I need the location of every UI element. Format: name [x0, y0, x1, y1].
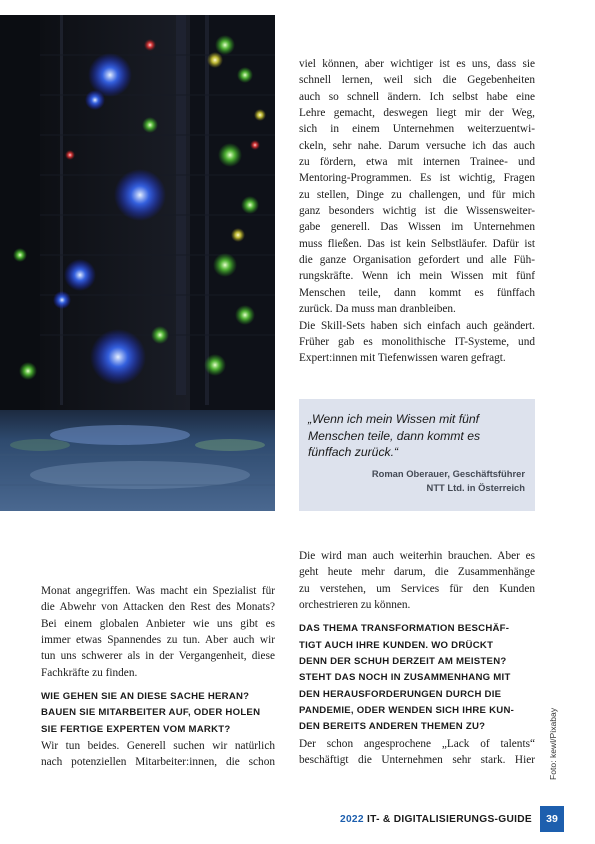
- page-footer: [340, 814, 532, 825]
- footer-guide-title: IT- & DIGITALISIERUNGS-GUIDE: [363, 814, 532, 825]
- text-line: tun uns schwerer als in der Vergangenheit, diese: [41, 650, 275, 663]
- text-line: Monat angegriffen. Was macht ein Spezialist für: [41, 585, 275, 597]
- photo-credit: Foto: kewl/Pixabay: [548, 707, 558, 780]
- text-line: Menschen teile, dann kommt es: [308, 428, 481, 443]
- text-line: DEN BEREITS ANDEREN THEMEN ZU?: [299, 721, 486, 733]
- text-line: „Wenn ich mein Wissen mit fünf: [308, 412, 480, 426]
- text-line: DEN HERAUSFORDERUNGEN DURCH DIE: [299, 688, 502, 700]
- text-line: geht heute mehr darum, die Zusammenhänge: [299, 566, 535, 579]
- text-line: auch so schnell ändern. Ich selbst habe eine: [299, 90, 535, 103]
- pull-quote-box: [299, 399, 535, 511]
- text-line: schnell lernen, weil sich die Gegebenheiten: [299, 74, 535, 87]
- text-line: zu verstehen, um Services für den Kunden: [299, 582, 535, 595]
- text-line: muss fließen. Das ist kein Selbstläufer. Dafür ist: [299, 237, 535, 250]
- text-line: Menschen teile, dann kommt es fünffach: [299, 286, 535, 299]
- text-line: TIGT AUCH IHRE KUNDEN. WO DRÜCKT: [299, 639, 494, 651]
- text-line: zu fördern, etwa mit internen Trainee- und: [299, 156, 535, 169]
- body-paragraph: [41, 738, 275, 771]
- server-rack-photo: [0, 15, 275, 511]
- text-line: ckeln, sehr nahe. Darum versuche ich das auch: [299, 139, 535, 152]
- pull-quote-author: [308, 467, 525, 496]
- text-line: zu stellen, Dinge zu challengen, und für mich: [299, 188, 535, 201]
- text-line: ganz besonders wichtig ist die Wissensweiter-: [299, 205, 535, 218]
- right-column-bottom-text: [299, 548, 535, 768]
- text-line: Die Skill-Sets haben sich einfach auch geändert.: [299, 319, 535, 332]
- text-line: NTT Ltd. in Österreich: [426, 482, 525, 494]
- text-line: die ganze Organisation gefordert und alle Füh-: [299, 254, 535, 267]
- body-paragraph: [299, 548, 535, 613]
- text-line: Früher gab es monolithische IT-Systeme, und: [299, 335, 535, 348]
- text-line: Der schon angesprochene „Lack of talents“: [299, 737, 535, 750]
- text-line: viel können, aber wichtiger ist es uns, dass sie: [299, 58, 535, 70]
- text-line: beschäftigt die Unternehmen sehr stark. Hier: [299, 754, 535, 767]
- text-line: DAS THEMA TRANSFORMATION BESCHÄF-: [299, 623, 510, 635]
- body-paragraph: [299, 56, 535, 367]
- text-line: Expert:innen mit Tiefenwissen waren gefragt.: [299, 352, 506, 365]
- text-line: gabe generell. Das Wissen im Unternehmen: [299, 221, 535, 234]
- text-line: fünffach zurück.“: [308, 445, 399, 460]
- text-line: Mentoring-Programmen. Es ist wichtig, Fragen: [299, 172, 535, 185]
- right-column-top-text: [299, 56, 535, 367]
- text-line: immer etwas Spannendes zu tun. Aber auch wir: [41, 634, 275, 647]
- interview-question: [41, 689, 275, 738]
- text-line: Wir tun beides. Generell suchen wir natürlich: [41, 740, 275, 753]
- left-column-bottom-text: [41, 583, 275, 771]
- text-line: PANDEMIE, ODER WENDEN SICH IHRE KUN-: [299, 705, 515, 717]
- text-line: Bei einem globalen Anbieter wie uns gibt es: [41, 617, 275, 630]
- text-line: sich in einem Unternehmen weiterzuentwi-: [299, 123, 535, 136]
- text-line: DENN DER SCHUH DERZEIT AM MEISTEN?: [299, 656, 507, 668]
- text-line: Lehre gemacht, deswegen liegt mir der Weg,: [299, 107, 535, 120]
- text-line: SIE FERTIGE EXPERTEN VOM MARKT?: [41, 723, 231, 735]
- text-line: die Abwehr von Attacken den Rest des Monats?: [41, 601, 275, 614]
- text-line: Die wird man auch weiterhin brauchen. Aber es: [299, 550, 535, 562]
- interview-question: [299, 621, 535, 735]
- text-line: WIE GEHEN SIE AN DIESE SACHE HERAN?: [41, 691, 250, 703]
- text-line: STEHT DAS NOCH IN ZUSAMMENHANG MIT: [299, 672, 511, 684]
- text-line: Fachkräfte zu finden.: [41, 666, 138, 679]
- body-paragraph: [299, 736, 535, 769]
- text-line: BAUEN SIE MITARBEITER AUF, ODER HOLEN: [41, 707, 261, 719]
- text-line: nach potenziellen Mitarbeiter:innen, die schon: [41, 756, 275, 769]
- pull-quote-text: [308, 411, 525, 461]
- body-paragraph: [41, 583, 275, 681]
- text-line: orchestrieren zu können.: [299, 599, 411, 612]
- text-line: zurück. Da muss man dranbleiben.: [299, 303, 456, 316]
- page-number: 39: [540, 806, 564, 832]
- text-line: rungskräfte. Wenn ich mein Wissen mit fünf: [299, 270, 535, 283]
- footer-year: 2022: [340, 814, 364, 825]
- text-line: Roman Oberauer, Geschäftsführer: [371, 467, 525, 479]
